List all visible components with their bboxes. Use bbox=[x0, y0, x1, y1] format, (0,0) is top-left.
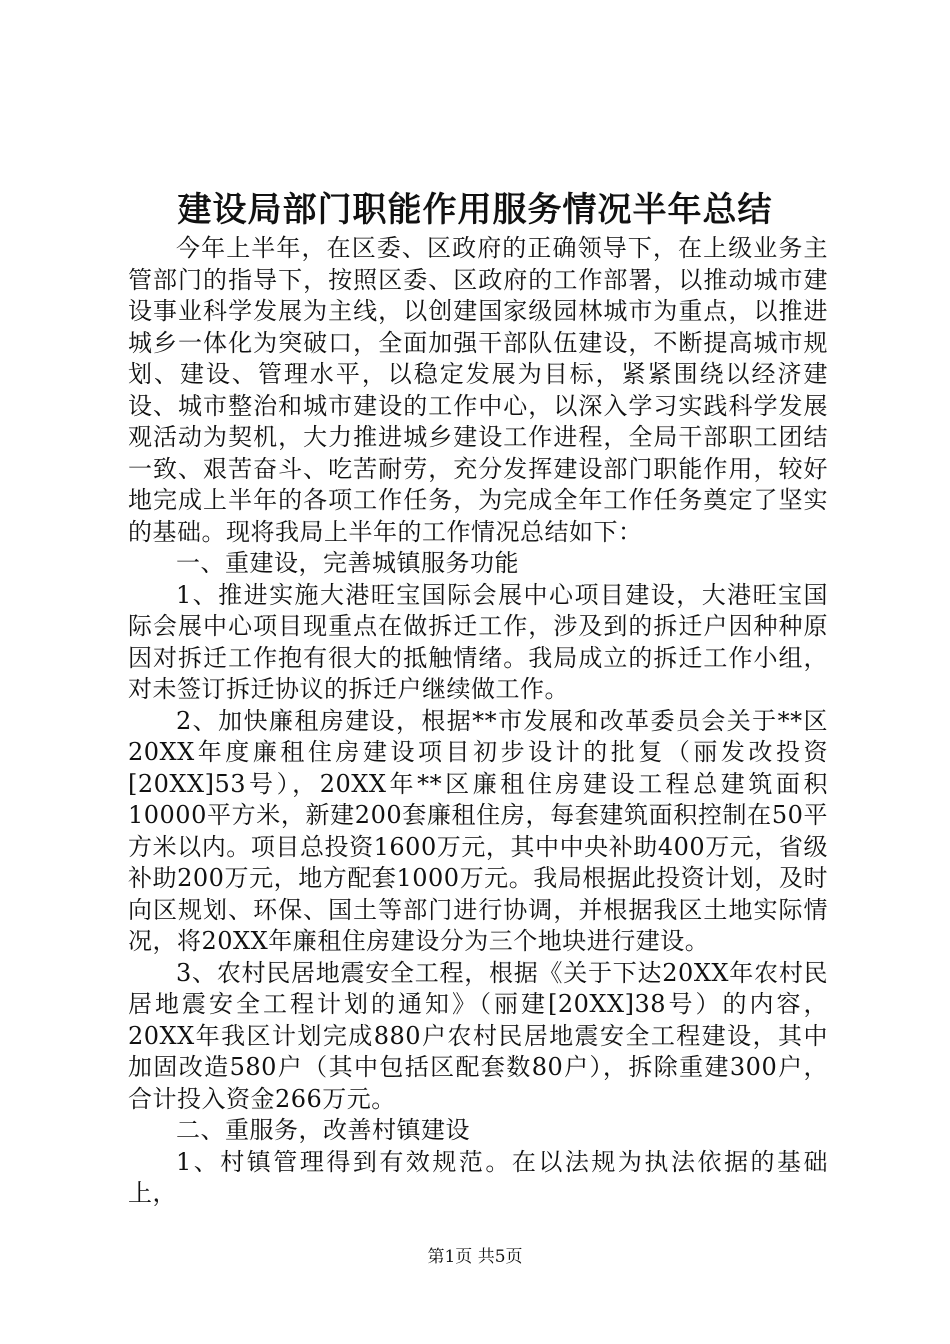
paragraph-2-1: 1、村镇管理得到有效规范。在以法规为执法依据的基础上， bbox=[128, 1147, 828, 1207]
section-heading-1: 一、重建设，完善城镇服务功能 bbox=[176, 549, 519, 577]
paragraph-intro: 今年上半年，在区委、区政府的正确领导下，在上级业务主管部门的指导下，按照区委、区政府的工作部署，以推动城市建设事业科学发展为主线，以创建国家级园林城市为重点，以推进城乡一体化为突破口，全面加强干部队伍建设，不断提高城市规划、建设、管理水平，以稳定发展为目标，紧紧围绕以经济建设、城市整治和城市建设的工作中心，以深入学习实践科学发展观活动为契机，大力推进城乡建设工作进程，全局干部职工团结一致、艰苦奋斗、吃苦耐劳，充分发挥建设部门职能作用，较好地完成上半年的各项工作任务，为完成全年工作任务奠定了坚实的基础。现将我局上半年的工作情况总结如下： bbox=[128, 234, 828, 546]
page-footer: 第1页 共5页 bbox=[427, 1247, 523, 1267]
paragraph-1-1: 1、推进实施大港旺宝国际会展中心项目建设，大港旺宝国际会展中心项目现重点在做拆迁工作，涉及到的拆迁户因种种原因对拆迁工作抱有很大的抵触情绪。我局成立的拆迁工作小组，对未签订拆迁协议的拆迁户继续做工作。 bbox=[128, 580, 828, 703]
section-heading-2: 二、重服务，改善村镇建设 bbox=[176, 1116, 470, 1144]
paragraph-1-2: 2、加快廉租房建设，根据**市发展和改革委员会关于**区20XX年度廉租住房建设项目初步设计的批复（丽发改投资[20XX]53号），20XX年**区廉租住房建设工程总建筑面积10000平方米，新建200套廉租住房，每套建筑面积控制在50平方米以内。项目总投资1600万元，其中中央补助400万元，省级补助200万元，地方配套1000万元。我局根据此投资计划，及时向区规划、环保、国土等部门进行协调，并根据我区土地实际情况，将20XX年廉租住房建设分为三个地块进行建设。 bbox=[128, 706, 828, 955]
document-title: 建设局部门职能作用服务情况半年总结 bbox=[177, 190, 773, 230]
document-body bbox=[128, 233, 828, 1210]
paragraph-1-3: 3、农村民居地震安全工程，根据《关于下达20XX年农村民居地震安全工程计划的通知》（丽建[20XX]38号）的内容，20XX年我区计划完成880户农村民居地震安全工程建设，其中加固改造580户（其中包括区配套数80户），拆除重建300户，合计投入资金266万元。 bbox=[128, 958, 828, 1113]
